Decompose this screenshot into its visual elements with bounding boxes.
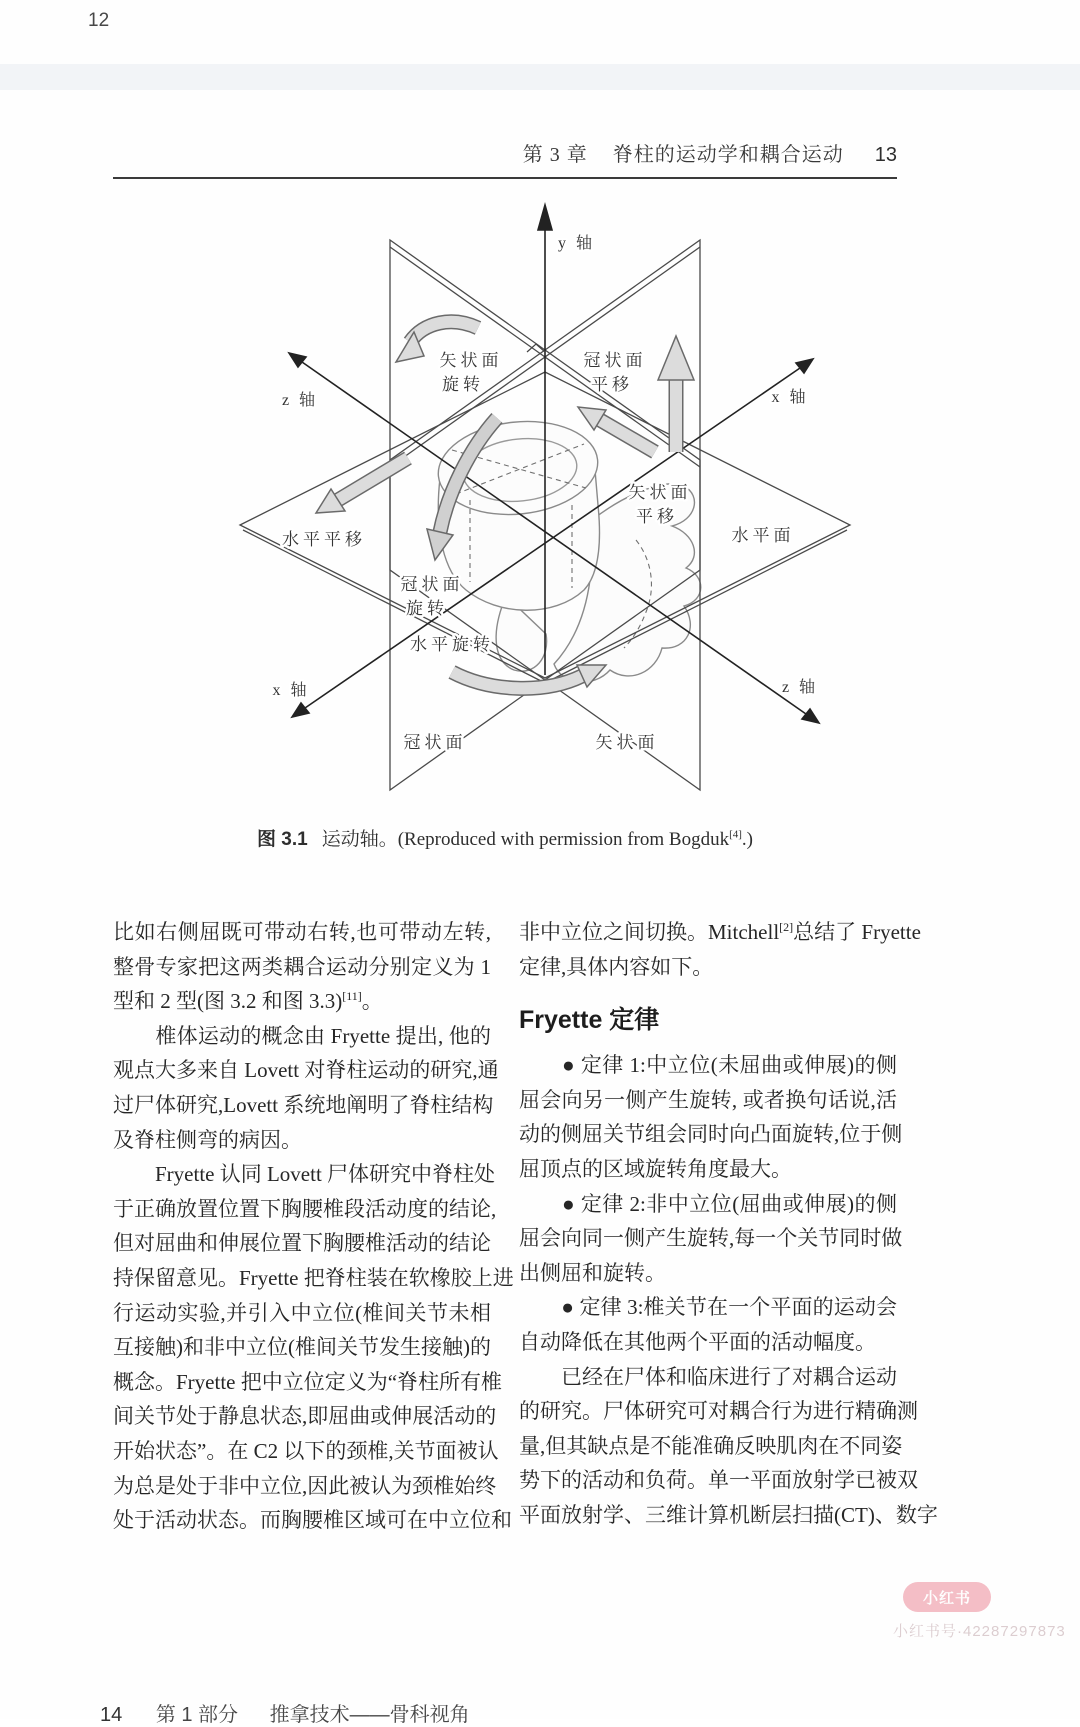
text-line: 过尸体研究,Lovett 系统地阐明了脊柱结构 [113,1092,494,1117]
sagittal-plane-label: 矢状面 [595,733,659,752]
x-axis-label-bottom: x 轴 [272,682,310,699]
y-axis-label: y 轴 [558,235,596,252]
chapter-label: 第 3 章 [522,144,588,166]
footer-page-number: 14 [100,1704,123,1726]
text-line: 整骨专家把这两类耦合运动分别定义为 1 [113,954,491,979]
horizontal-plane-label: 水平面 [731,526,795,545]
section-heading: Fryette 定律 [519,1006,660,1035]
text-line: 的研究。尸体研究可对耦合行为进行精确测 [519,1399,918,1424]
text-line: 持保留意见。Fryette 把脊柱装在软橡胶上进 [113,1265,514,1290]
page-gap-band [0,64,1080,90]
text-line: 非中立位之间切换。Mitchell[2]总结了 Fryette [519,920,921,944]
text-line: ● 定律 3:椎关节在一个平面的运动会 [519,1295,897,1320]
watermark-badge: 小红书 [903,1582,991,1612]
text-line: 概念。Fryette 把中立位定义为“脊柱所有椎 [113,1369,503,1394]
text-line: 出侧屈和旋转。 [519,1260,666,1285]
text-line: 平面放射学、三维计算机断层扫描(CT)、数字 [519,1502,938,1527]
coronal-rotation-label-1: 冠状面 [400,575,464,594]
chapter-title: 脊柱的运动学和耦合运动 [612,144,844,166]
right-column-intro [519,915,921,984]
previous-page-number: 12 [88,10,110,31]
horizontal-rotation-label: 水平旋转 [410,635,494,654]
text-line: 及脊柱侧弯的病因。 [113,1127,302,1152]
coronal-plane-label: 冠状面 [403,733,467,752]
right-text-column [519,915,938,1533]
text-line: 开始状态”。在 C2 以下的颈椎,关节面被认 [113,1438,499,1463]
horizontal-translation-arrow [316,458,408,513]
horizontal-translation-label: 水平平移 [282,530,366,549]
figure-caption-text: 运动轴。(Reproduced with permission from Bogduk [321,829,730,850]
left-text-column [113,915,514,1538]
text-line: Fryette 认同 Lovett 尸体研究中脊柱处 [113,1162,496,1187]
text-line: 定律,具体内容如下。 [519,954,714,979]
text-line: 量,但其缺点是不能准确反映肌肉在不同姿 [519,1433,903,1458]
figure-3-1-diagram [0,190,1080,825]
text-line: 已经在尸体和临床进行了对耦合运动 [519,1364,897,1389]
text-line: 屈会向同一侧产生旋转,每一个关节同时做 [519,1226,903,1251]
text-line: 椎体运动的概念由 Fryette 提出, 他的 [113,1023,491,1048]
text-line: 动的侧屈关节组会同时向凸面旋转,位于侧 [519,1122,903,1147]
text-line: ● 定律 2:非中立位(屈曲或伸展)的侧 [519,1191,897,1216]
footer-book-title: 推拿技术——骨科视角 [269,1704,470,1726]
text-line: 观点大多来自 Lovett 对脊柱运动的研究,通 [113,1058,499,1083]
text-line: 互接触)和非中立位(椎间关节发生接触)的 [113,1335,491,1360]
z-axis-line [302,362,809,714]
text-line: 势下的活动和负荷。单一平面放射学已被双 [519,1468,918,1493]
text-line: 间关节处于静息状态,即屈曲或伸展活动的 [113,1404,497,1429]
coronal-translation-label-2: 平移 [591,375,633,394]
sagittal-translation-label-2: 平移 [636,507,678,526]
right-column-body [519,1048,938,1532]
sagittal-translation-label-1: 矢状面 [628,483,692,502]
page-footer [100,1698,470,1727]
z-axis-label-top: z 轴 [281,392,319,409]
text-line: 自动降低在其他两个平面的活动幅度。 [519,1329,876,1354]
text-line: 为总是处于非中立位,因此被认为颈椎始终 [113,1473,497,1498]
text-line: 比如右侧屈既可带动右转,也可带动左转, [113,920,491,944]
header-rule [113,177,897,179]
sagittal-rotation-label-2: 旋转 [442,375,484,394]
coronal-rotation-label-2: 旋转 [406,599,448,618]
x-axis-arrowhead-bottom [292,703,309,717]
z-axis-arrowhead-top [289,353,306,367]
figure-caption-suffix: .) [741,829,753,850]
x-axis-label-top: x 轴 [771,389,809,406]
text-line: 屈会向另一侧产生旋转, 或者换句话说,活 [519,1087,897,1112]
z-axis-arrowhead-bottom [802,709,819,723]
figure-caption [113,824,897,851]
figure-caption-label: 图 3.1 [256,829,308,850]
text-line: 但对屈曲和伸展位置下胸腰椎活动的结论 [113,1231,491,1256]
y-axis-arrowhead [538,205,552,230]
coronal-translation-label-1: 冠状面 [583,351,647,370]
text-line: 屈顶点的区域旋转角度最大。 [519,1156,792,1181]
watermark-id: 小红书号·42287297873 [893,1623,1066,1640]
sagittal-rotation-label-1: 矢状面 [439,351,503,370]
footer-part-label: 第 1 部分 [155,1704,239,1726]
text-line: 型和 2 型(图 3.2 和图 3.3)[11]。 [113,989,383,1014]
figure-caption-citation: [4] [729,828,742,841]
page-header [523,138,897,167]
text-line: ● 定律 1:中立位(未屈曲或伸展)的侧 [519,1053,897,1078]
x-axis-arrowhead-top [796,359,813,373]
page-number: 13 [874,144,897,166]
z-axis-label-bottom: z 轴 [781,679,819,696]
text-line: 行运动实验,并引入中立位(椎间关节未相 [113,1300,491,1325]
text-line: 处于活动状态。而胸腰椎区域可在中立位和 [113,1508,512,1533]
text-line: 于正确放置位置下胸腰椎段活动度的结论, [113,1196,497,1221]
